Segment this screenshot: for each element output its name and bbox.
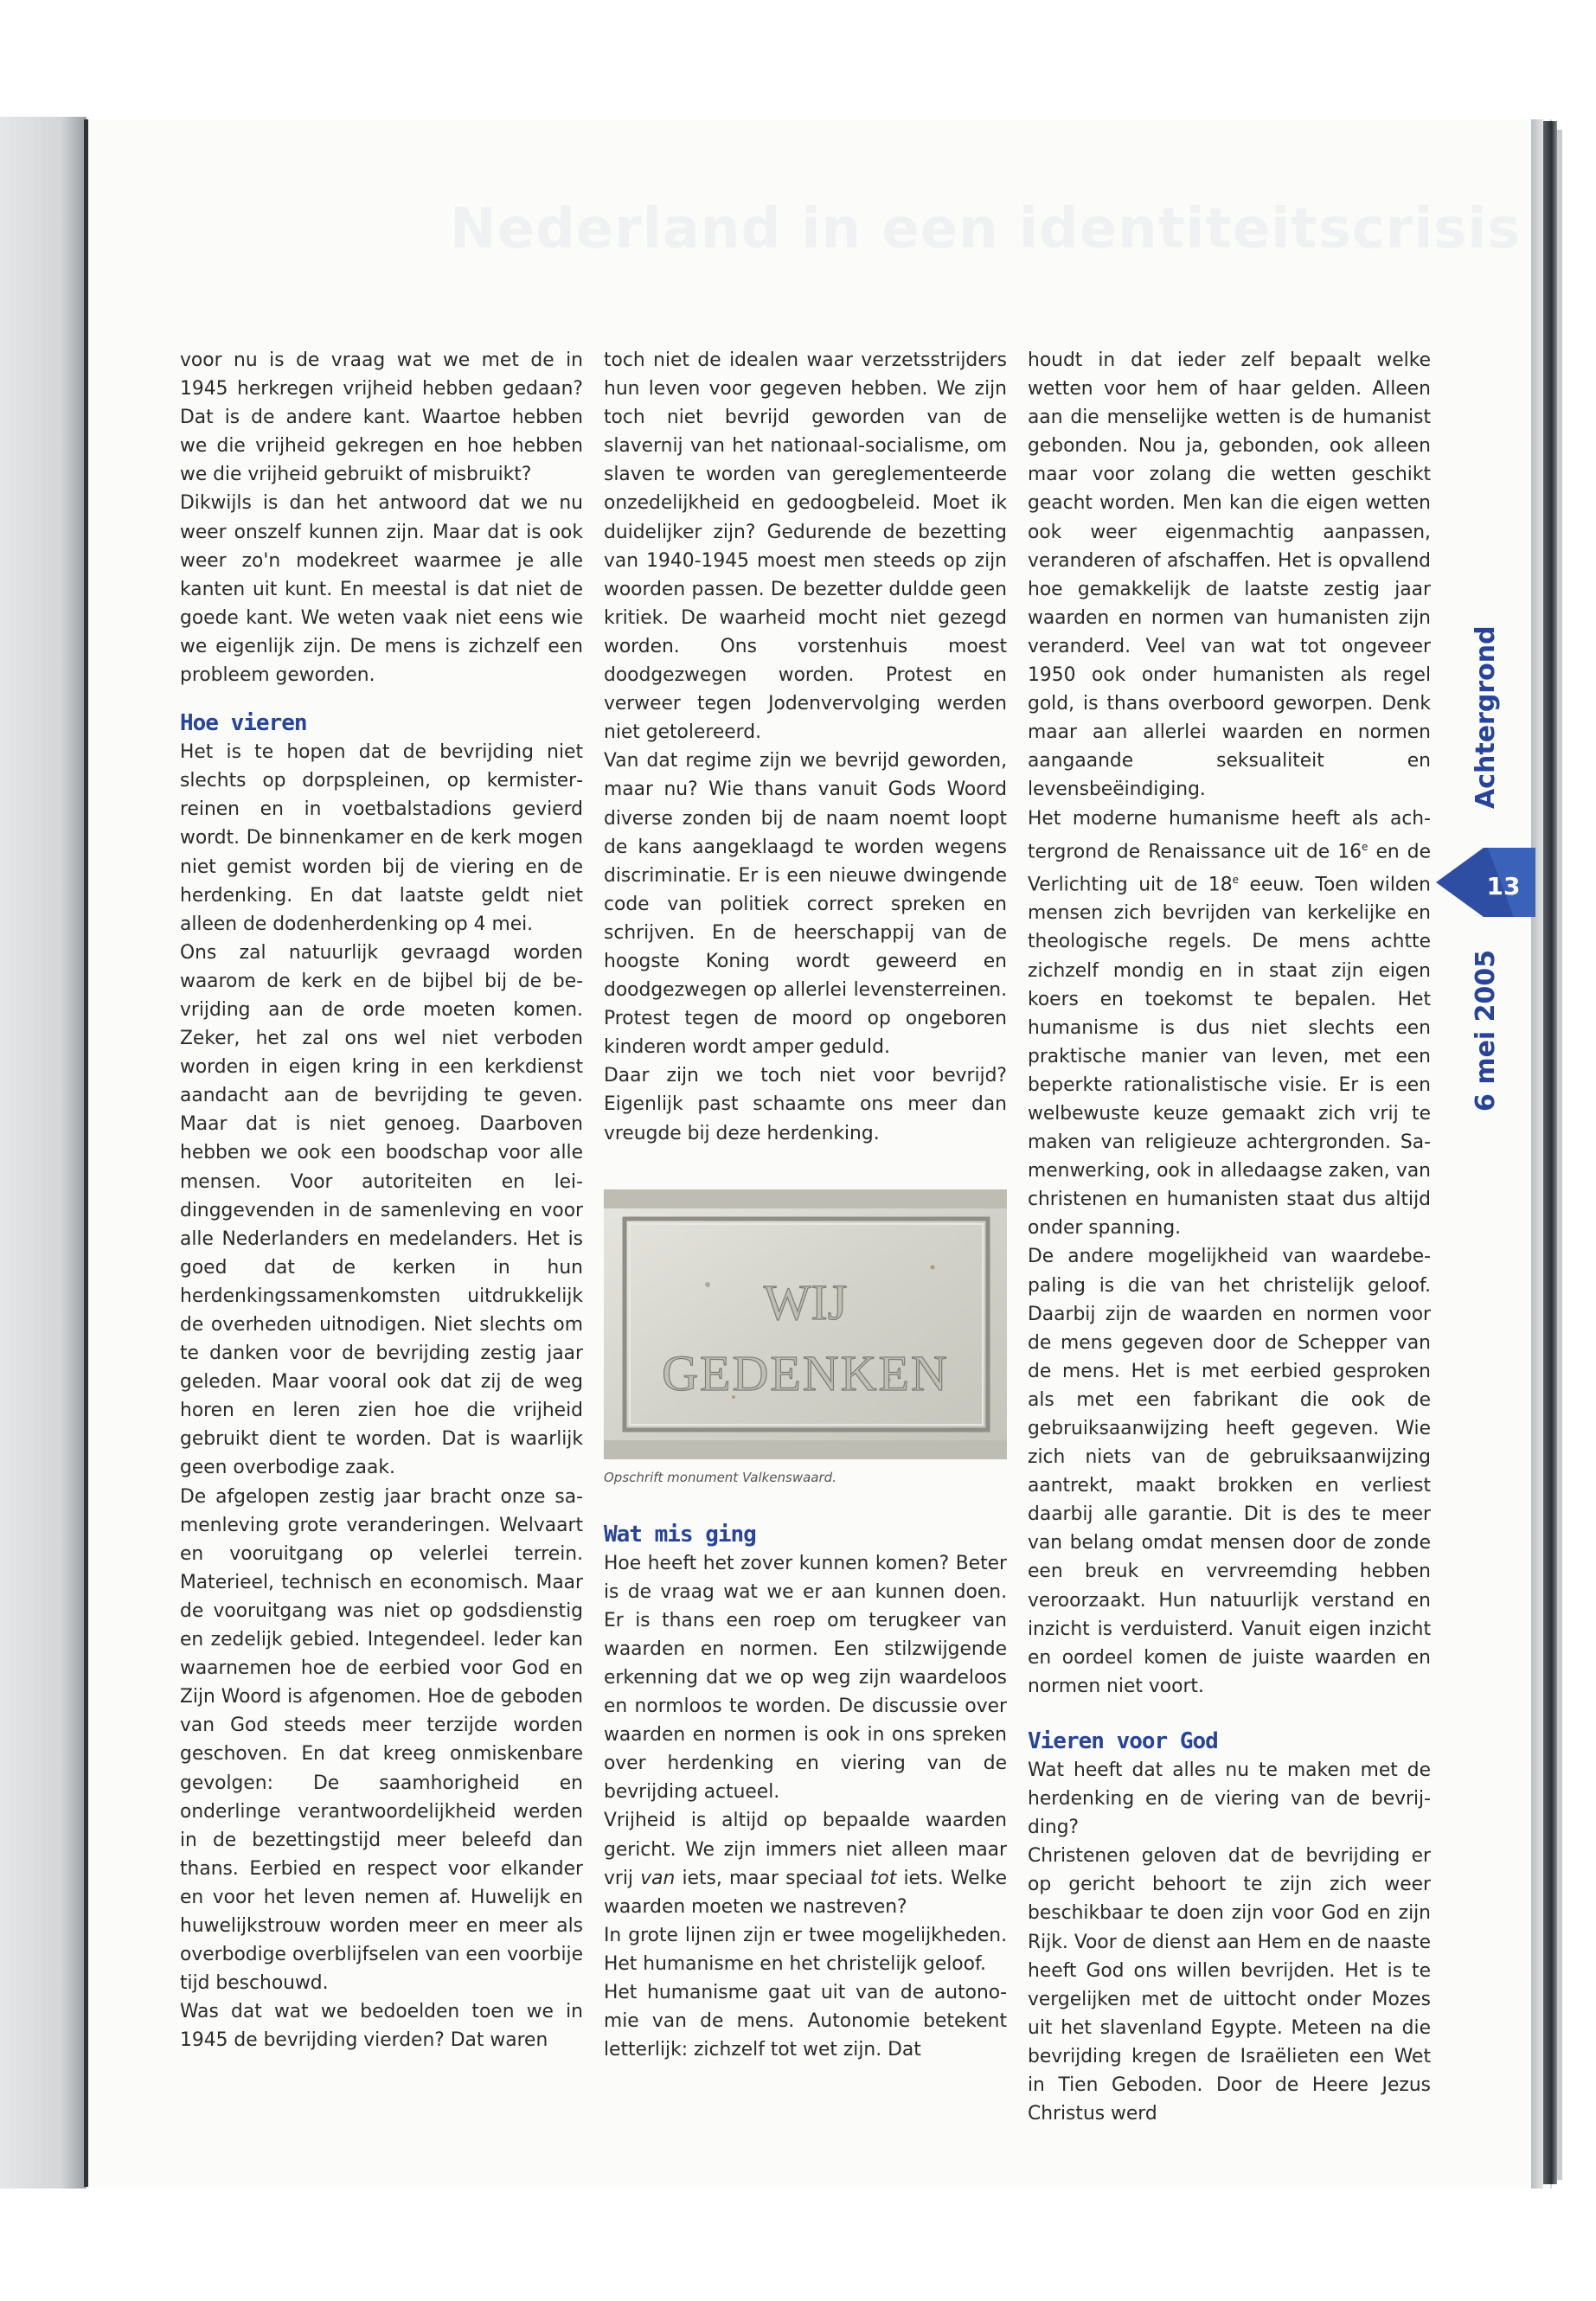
paragraph: De andere mogelijkheid van waardebepaling is die van het christelijk geloof. Daarbij zijn de waarden en normen voor de mens gegeven door de Schepper van de mens. Het is met eerbied gesproken als met een fabrikant die ook de gebruiksaanwijzing heeft gegeven. Wie zich niets van de gebruiksaanwijzing aantrekt, maakt brokken en verliest daarbij alle garantie. Dit is des te meer van belang omdat mensen door de zonde een breuk en vervreemding hebben veroorzaakt. Hun natuurlijk verstand en inzicht is verduisterd. Vanuit eigen inzicht en oordeel komen de juiste waarden en normen niet voort. <box>1028 1246 1431 1697</box>
paragraph: Het is te hopen dat de bevrijding niet slechts op dorpspleinen, op kermisterreinen en in voetbalstadions gevierd wordt. De binnenkamer en de kerk mogen niet gemist worden bij de viering en de herdenking. En dat laatste geldt niet alleen de dodenherdenking op 4 mei. <box>180 741 583 935</box>
section-label: Achtergrond <box>1471 625 1501 809</box>
paragraph <box>1028 804 1431 1243</box>
section-heading: Hoe vieren <box>180 710 307 737</box>
paragraph: Daar zijn we toch niet voor bevrijd? Eigenlijk past schaamte ons meer dan vreugde bij deze herdenking. <box>604 1065 1007 1144</box>
page-edge-outer <box>1557 130 1562 2180</box>
superscript: e <box>1232 873 1239 886</box>
section-heading: Wat mis ging <box>604 1521 756 1548</box>
article-column-1 <box>180 346 583 2054</box>
paragraph: In grote lijnen zijn er twee mogelijkheden. Het humanisme en het christelijk geloof. <box>604 1924 1007 1975</box>
monument-photo <box>604 1189 1007 1459</box>
paragraph: Christenen geloven dat de bevrijding er op gericht behoort te zijn zich weer beschikbaar te doen zijn voor God en zijn Rijk. Voor de dienst aan Hem en de naaste heeft God ons willen bevrijden. Het is te vergelijken met de uittocht onder Mozes uit het slavenland Egypte. Meteen na die bevrijding kregen de Israëlieten een Wet in Tien Geboden. Door de Heere Jezus Christus werd <box>1028 1845 1431 2125</box>
text-run: Het moderne humanisme heeft als achtergrond de Renaissance uit de 16 <box>1028 807 1431 862</box>
page-number: 13 <box>1486 872 1521 901</box>
paragraph: houdt in dat ieder zelf bepaalt welke wetten voor hem of haar gelden. Alleen aan die menselijke wetten is de humanist gebonden. Nou ja, gebonden, ook alleen maar voor zolang die wetten geschikt geacht worden. Men kan die eigen wetten ook weer eigenmachtig aanpassen, veranderen of afschaffen. Het is opvallend hoe gemakkelijk de laatste zestig jaar waarden en normen van humanisten zijn veranderd. Veel van wat tot ongeveer 1950 ook onder humanisten als regel gold, is thans overboord geworpen. Denk maar aan allerlei waarden en normen aangaande seksualiteit en levensbeëindiging. <box>1028 349 1431 801</box>
faint-headline: Nederland in een identiteitscrisis <box>450 197 1522 261</box>
issue-date: 6 mei 2005 <box>1471 949 1501 1112</box>
paragraph: Was dat wat we bedoelden toen we in 1945 de bevrijding vierden? Dat waren <box>180 2001 583 2052</box>
emphasis: van <box>640 1867 676 1889</box>
page-edge-dark <box>1543 121 1557 2184</box>
superscript: e <box>1361 840 1368 853</box>
paragraph: Hoe heeft het zover kunnen komen? Beter is de vraag wat we er aan kunnen doen. Er is thans een roep om terugkeer van waarden en normen. Een stilzwijgende erkenning dat we op weg zijn waardeloos en normloos te worden. De discussie over waarden en normen is ook in ons spreken over herdenking en viering van de bevrijding actueel. <box>604 1552 1007 1804</box>
text-run: iets, maar speciaal <box>675 1867 870 1889</box>
paragraph: Dikwijls is dan het antwoord dat we nu weer onszelf kunnen zijn. Maar dat is ook weer zo'n modekreet waarmee je alle kanten uit kunt. En meestal is dat niet de goede kant. We weten vaak niet eens wie we eigenlijk zijn. De mens is zichzelf een probleem geworden. <box>180 492 583 687</box>
inscription-line-2: GEDENKEN <box>662 1344 949 1401</box>
page-edge-light <box>1531 119 1543 2189</box>
text-run: eeuw. Toen wilden mensen zich bevrijden van kerkelijke en theologische regels. De mens achtte zichzelf mondig en in staat zijn eigen koers en toekomst te bepalen. Het humanisme is dus niet slechts een praktische manier van leven, met een beperkte rationalistische visie. Er is een welbewuste keuze gemaakt zich vrij te maken van religieuze achtergronden. Samenwerking, ook in alledaagse zaken, van christenen en humanisten staat dus altijd onder spanning. <box>1028 874 1431 1240</box>
paragraph: toch niet de idealen waar verzetsstrijders hun leven voor gegeven hebben. We zijn toch niet bevrijd geworden van de slavernij van het nationaal-socialisme, om slaven te worden van gereglementeerde onzedelijkheid en gedoogbeleid. Moet ik duidelijker zijn? Gedurende de bezetting van 1940-1945 moest men steeds op zijn woorden passen. De bezetter duldde geen kritiek. De waarheid mocht niet gezegd worden. Ons vorstenhuis moest doodgezwegen worden. Protest en verweer tegen Jodenvervolging werden niet getolereerd. <box>604 349 1007 744</box>
emphasis: tot <box>869 1867 897 1889</box>
paragraph: Wat heeft dat alles nu te maken met de herdenking en de viering van de bevrijding? <box>1028 1759 1431 1839</box>
text-run: en de Verlichting uit de 18 <box>1028 840 1431 896</box>
paragraph: Het humanisme gaat uit van de autonomie van de mens. Autonomie betekent letterlijk: zichzelf tot wet zijn. Dat <box>604 1982 1007 2061</box>
paragraph: Van dat regime zijn we bevrijd geworden, maar nu? Wie thans vanuit Gods Woord diverse zonden bij de naam noemt loopt de kans aangeklaagd te worden wegens discriminatie. Er is een nieuwe dwingende code van politiek correct spreken en schrijven. En de heerschappij van de hoogste Koning wordt geweerd en doodgezwegen op allerlei levensterreinen. Protest tegen de moord op ongeboren kinderen wordt amper geduld. <box>604 750 1007 1059</box>
bottom-margin <box>0 2189 1596 2301</box>
left-page-edge <box>0 117 87 2189</box>
paragraph <box>604 1806 1007 1920</box>
inscription-line-1: WIJ <box>763 1273 848 1330</box>
photo-caption: Opschrift monument Valkenswaard. <box>604 1469 836 1485</box>
article-column-3 <box>1028 346 1431 2128</box>
article-column-2 <box>604 346 1007 2064</box>
paragraph: voor nu is de vraag wat we met de in 1945 herkregen vrijheid hebben gedaan? Dat is de andere kant. Waartoe hebben we die vrijheid gekregen en hoe hebben we die vrijheid gebruikt of misbruikt? <box>180 349 583 486</box>
section-heading: Vieren voor God <box>1028 1727 1218 1754</box>
paragraph: Ons zal natuurlijk gevraagd worden waarom de kerk en de bijbel bij de bevrijding aan de orde moeten komen. Zeker, het zal ons wel niet verboden worden in eigen kring in een kerkdienst aandacht aan de bevrijding te geven. Maar dat is niet genoeg. Daarboven hebben we ook een boodschap voor alle mensen. Voor autoriteiten en leidinggevenden in de samenleving en voor alle Nederlanders en medelanders. Het is goed dat de kerken in hun herdenkingssamenkomsten uitdrukkelijk de overheden uitnodigen. Niet slechts om te danken voor de bevrijding zestig jaar geleden. Maar vooral ook dat zij de weg horen en leren zien hoe die vrijheid gebruikt dient te worden. Dat is waarlijk geen overbodige zaak. <box>180 941 583 1479</box>
paragraph: De afgelopen zestig jaar bracht onze samenleving grote veranderingen. Welvaart en vooruitgang op velerlei terrein. Materieel, technisch en economisch. Maar de vooruitgang was niet op godsdienstig en zedelijk gebied. Integendeel. Ieder kan waarnemen hoe de eerbied voor God en Zijn Woord is afgenomen. Hoe de geboden van God steeds meer terzijde worden geschoven. En dat kreeg onmiskenbare gevolgen: De saamhorigheid en onderlinge verantwoordelijkheid werden in de bezettingstijd meer beleefd dan thans. Eerbied en respect voor elkander en voor het leven nemen af. Huwelijk en huwelijkstrouw worden meer en meer als overbodige overblijfselen van een voorbije tijd beschouwd. <box>180 1485 583 1995</box>
text-run: Vrijheid is altijd op bepaalde waarden gericht. We zijn immers niet alleen maar vrij <box>604 1810 1007 1889</box>
binding-spine <box>84 119 88 2187</box>
text-run: iets. Welke waarden moeten we nastreven? <box>604 1867 1007 1918</box>
